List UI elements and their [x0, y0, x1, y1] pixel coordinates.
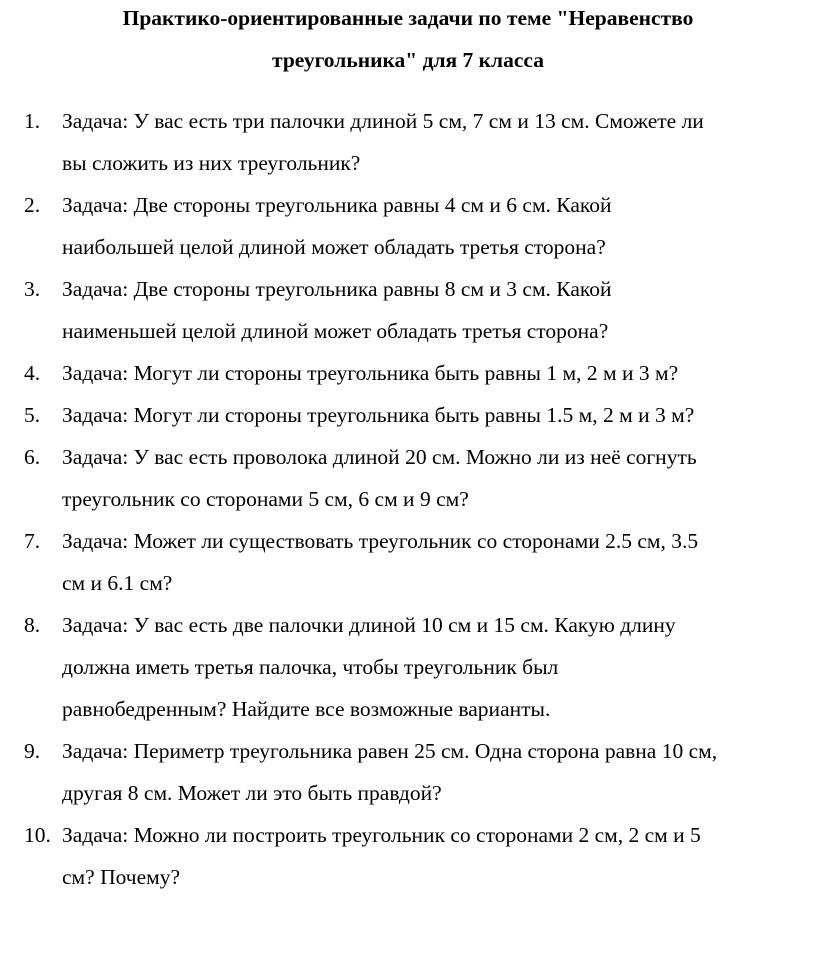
task-number: 1. [24, 109, 41, 133]
task-number: 10. [24, 823, 51, 847]
task-item [24, 394, 814, 436]
task-text-line: Задача: Две стороны треугольника равны 4 см и 6 см. Какой [62, 193, 612, 217]
document-title-line-1: Практико-ориентированные задачи по теме "Неравенство [122, 6, 694, 30]
task-text-line: см? Почему? [62, 865, 181, 889]
document-title-line-2: треугольника" для 7 класса [272, 48, 544, 72]
task-text-line: Задача: Можно ли построить треугольник со сторонами 2 см, 2 см и 5 [62, 823, 701, 847]
task-number: 9. [24, 739, 41, 763]
task-item [24, 604, 814, 730]
task-item [24, 436, 814, 520]
task-number: 6. [24, 445, 41, 469]
task-text-line: равнобедренным? Найдите все возможные варианты. [62, 697, 551, 721]
task-list [24, 100, 814, 898]
task-text-line: Задача: Может ли существовать треугольник со сторонами 2.5 см, 3.5 [62, 529, 699, 553]
task-item [24, 184, 814, 268]
task-item [24, 268, 814, 352]
task-number: 2. [24, 193, 41, 217]
task-text-line: другая 8 см. Может ли это быть правдой? [62, 781, 442, 805]
task-number: 8. [24, 613, 41, 637]
task-text-line: см и 6.1 см? [62, 571, 173, 595]
task-text-line: Задача: Могут ли стороны треугольника быть равны 1.5 м, 2 м и 3 м? [62, 403, 695, 427]
task-text-line: Задача: Две стороны треугольника равны 8 см и 3 см. Какой [62, 277, 612, 301]
task-text-line: Задача: Периметр треугольника равен 25 см. Одна сторона равна 10 см, [62, 739, 718, 763]
task-text-line: вы сложить из них треугольник? [62, 151, 361, 175]
task-text-line: наибольшей целой длиной может обладать третья сторона? [62, 235, 606, 259]
task-number: 5. [24, 403, 41, 427]
task-item [24, 814, 814, 898]
task-text-line: Задача: У вас есть проволока длиной 20 см. Можно ли из неё согнуть [62, 445, 697, 469]
task-text-line: наименьшей целой длиной может обладать третья сторона? [62, 319, 609, 343]
task-text-line: Задача: У вас есть три палочки длиной 5 см, 7 см и 13 см. Сможете ли [62, 109, 704, 133]
task-text-line: должна иметь третья палочка, чтобы треугольник был [62, 655, 559, 679]
task-number: 3. [24, 277, 41, 301]
task-item [24, 352, 814, 394]
task-number: 7. [24, 529, 41, 553]
task-item [24, 100, 814, 184]
task-text-line: Задача: Могут ли стороны треугольника быть равны 1 м, 2 м и 3 м? [62, 361, 679, 385]
task-number: 4. [24, 361, 41, 385]
task-text-line: треугольник со сторонами 5 см, 6 см и 9 см? [62, 487, 469, 511]
task-text-line: Задача: У вас есть две палочки длиной 10 см и 15 см. Какую длину [62, 613, 676, 637]
task-item [24, 730, 814, 814]
task-item [24, 520, 814, 604]
